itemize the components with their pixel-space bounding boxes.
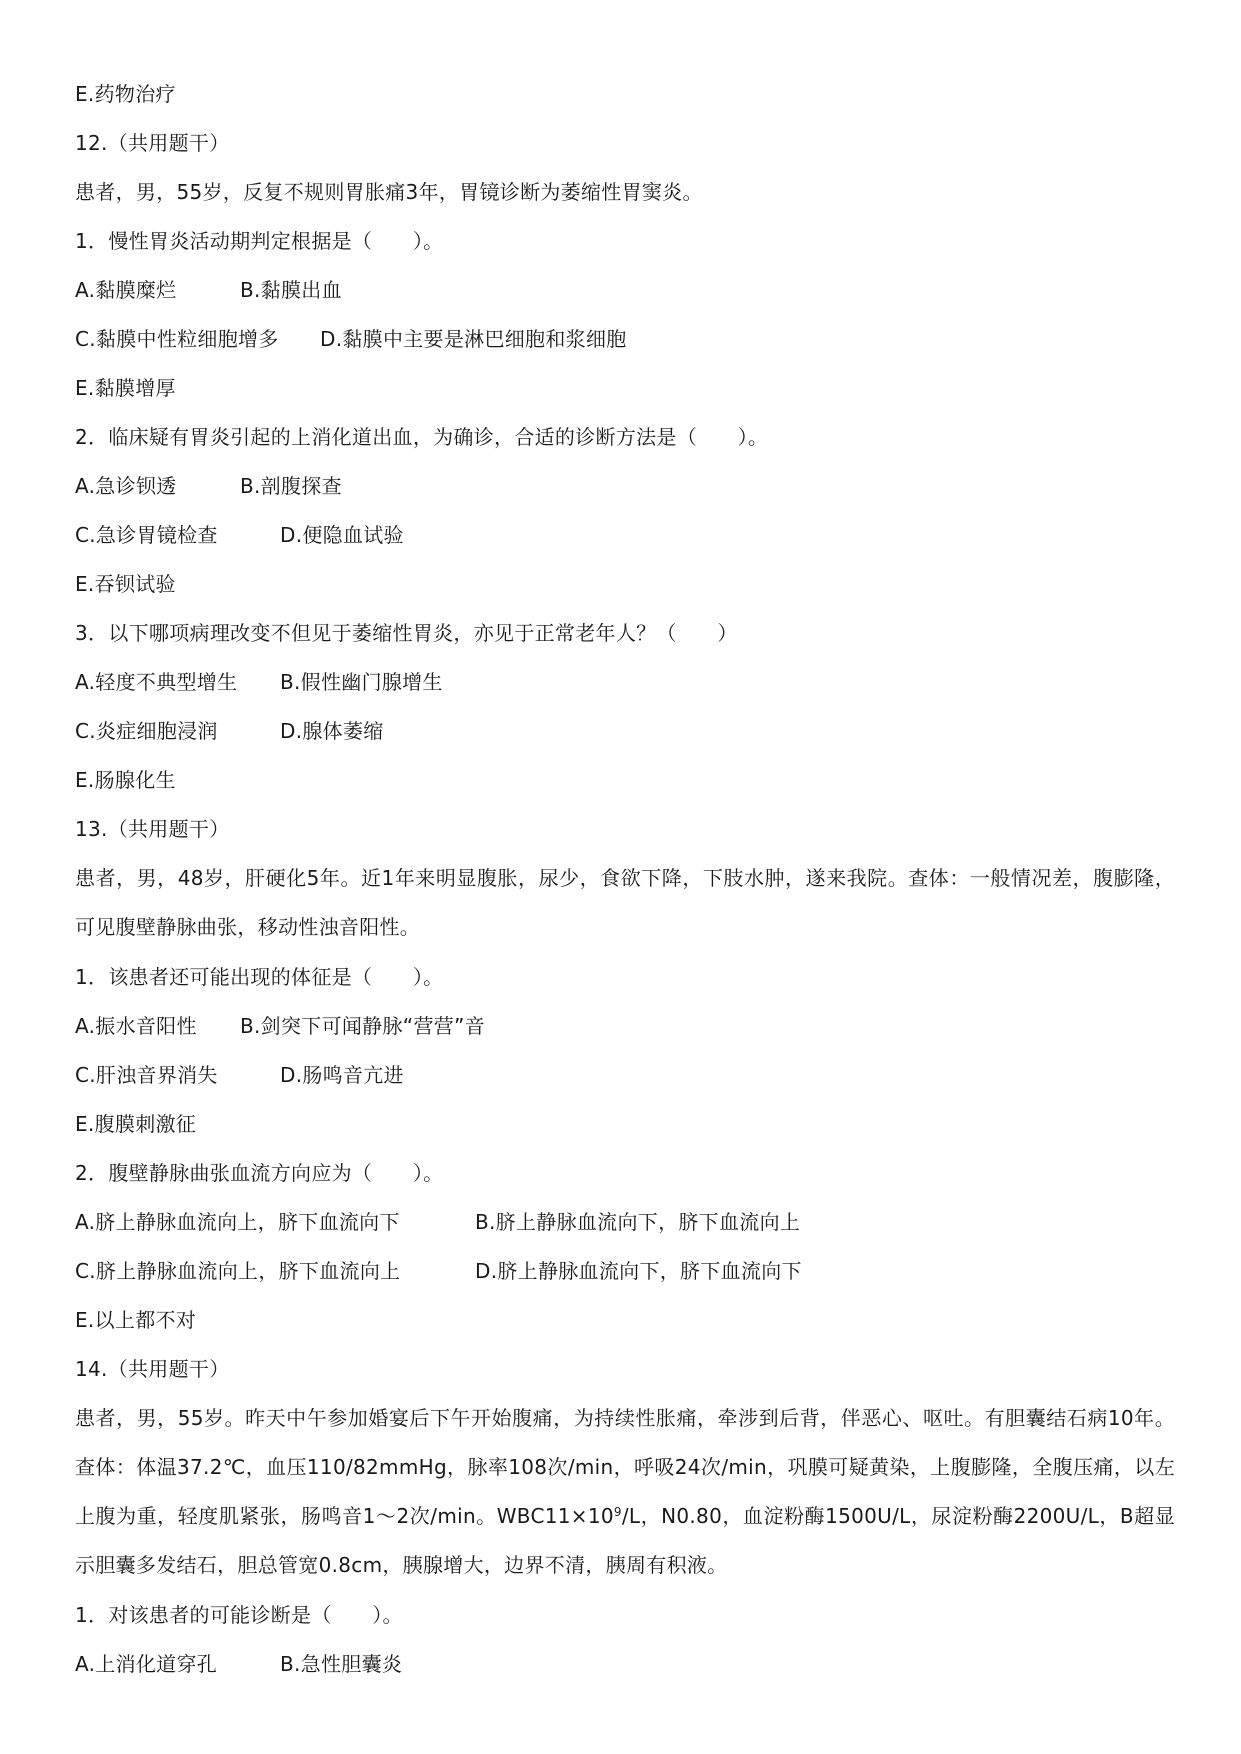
option-e: E.腹膜刺激征: [75, 1112, 197, 1136]
question-stem: 患者，男，48岁，肝硬化5年。近1年来明显腹胀，尿少，食欲下降，下肢水肿，遂来我院。查体：一般情况差，腹膨隆，可见腹壁静脉曲张，移动性浊音阳性。: [75, 866, 1175, 939]
stem-text: 患者，男，55岁。昨天中午参加婚宴后下午开始腹痛，为持续性胀痛，牵涉到后背，伴恶心、呕吐。有胆囊结石病10年。查体：体温37.2℃，血压110/82mmHg，脉率108次/min，呼吸24次/min，巩膜可疑黄染，上腹膨隆，全腹压痛，以左上腹为重，轻度肌紧张，肠鸣音1～2次/min。WBC11×10: [75, 1406, 1175, 1528]
option-a: A.黏膜糜烂: [75, 278, 177, 302]
document-page: [75, 78, 1175, 1697]
option-b: B.假性幽门腺增生: [280, 670, 443, 694]
option-a: A.上消化道穿孔: [75, 1652, 218, 1676]
option-a: A.振水音阳性: [75, 1014, 197, 1038]
option-c: C.急诊胃镜检查: [75, 523, 218, 547]
option-b: B.剑突下可闻静脉“营营”音: [240, 1014, 486, 1038]
option-row: [75, 715, 1175, 747]
option-b: B.脐上静脉血流向下，脐下血流向上: [475, 1210, 801, 1234]
option-c: C.黏膜中性粒细胞增多: [75, 327, 279, 351]
option-b: B.剖腹探查: [240, 474, 342, 498]
option-d: D.黏膜中主要是淋巴细胞和浆细胞: [320, 327, 627, 351]
option-e: E.肠腺化生: [75, 768, 176, 792]
option-a: A.脐上静脉血流向上，脐下血流向下: [75, 1210, 400, 1234]
option-e: E.以上都不对: [75, 1308, 197, 1332]
option-row: [75, 470, 1175, 502]
option-a: A.轻度不典型增生: [75, 670, 238, 694]
option-c: C.炎症细胞浸润: [75, 719, 218, 743]
option-a: A.急诊钡透: [75, 474, 177, 498]
option-row: [75, 1059, 1175, 1091]
option-row: [75, 1010, 1175, 1042]
option-d: D.腺体萎缩: [280, 719, 384, 743]
option-c: C.肝浊音界消失: [75, 1063, 218, 1087]
option-row: [75, 1255, 1175, 1287]
question: 1．该患者还可能出现的体征是（ ）。: [75, 965, 444, 989]
option-row: [75, 1206, 1175, 1238]
question-stem: [75, 1394, 1175, 1590]
option-row: [75, 323, 1175, 355]
superscript: 9: [613, 1505, 622, 1519]
group-header: 12.（共用题干）: [75, 131, 230, 155]
question: 2．临床疑有胃炎引起的上消化道出血，为确诊，合适的诊断方法是（ ）。: [75, 425, 769, 449]
question: 1．慢性胃炎活动期判定根据是（ ）。: [75, 229, 444, 253]
option-d: D.便隐血试验: [280, 523, 404, 547]
option-c: C.脐上静脉血流向上，脐下血流向上: [75, 1259, 401, 1283]
option-row: [75, 519, 1175, 551]
stem-text: /L，N0.80，血淀粉酶1500U/L，尿淀粉酶2200U/L，B超显示胆囊多发结石，胆总管宽0.8cm，胰腺增大，边界不清，胰周有积液。: [75, 1504, 1176, 1577]
option-row: [75, 1648, 1175, 1680]
group-header: 13.（共用题干）: [75, 817, 230, 841]
option-e: E.吞钡试验: [75, 572, 176, 596]
option-d: D.脐上静脉血流向下，脐下血流向下: [475, 1259, 802, 1283]
option-e: E.黏膜增厚: [75, 376, 176, 400]
question-stem: 患者，男，55岁，反复不规则胃胀痛3年，胃镜诊断为萎缩性胃窦炎。: [75, 180, 703, 204]
option-row: [75, 666, 1175, 698]
option-b: B.急性胆囊炎: [280, 1652, 403, 1676]
question: 1．对该患者的可能诊断是（ ）。: [75, 1603, 403, 1627]
option-row: [75, 274, 1175, 306]
option-e: E.药物治疗: [75, 82, 176, 106]
option-d: D.肠鸣音亢进: [280, 1063, 404, 1087]
question: 2．腹壁静脉曲张血流方向应为（ ）。: [75, 1161, 444, 1185]
question: 3．以下哪项病理改变不但见于萎缩性胃炎，亦见于正常老年人？（ ）: [75, 621, 738, 645]
group-header: 14.（共用题干）: [75, 1357, 230, 1381]
option-b: B.黏膜出血: [240, 278, 342, 302]
